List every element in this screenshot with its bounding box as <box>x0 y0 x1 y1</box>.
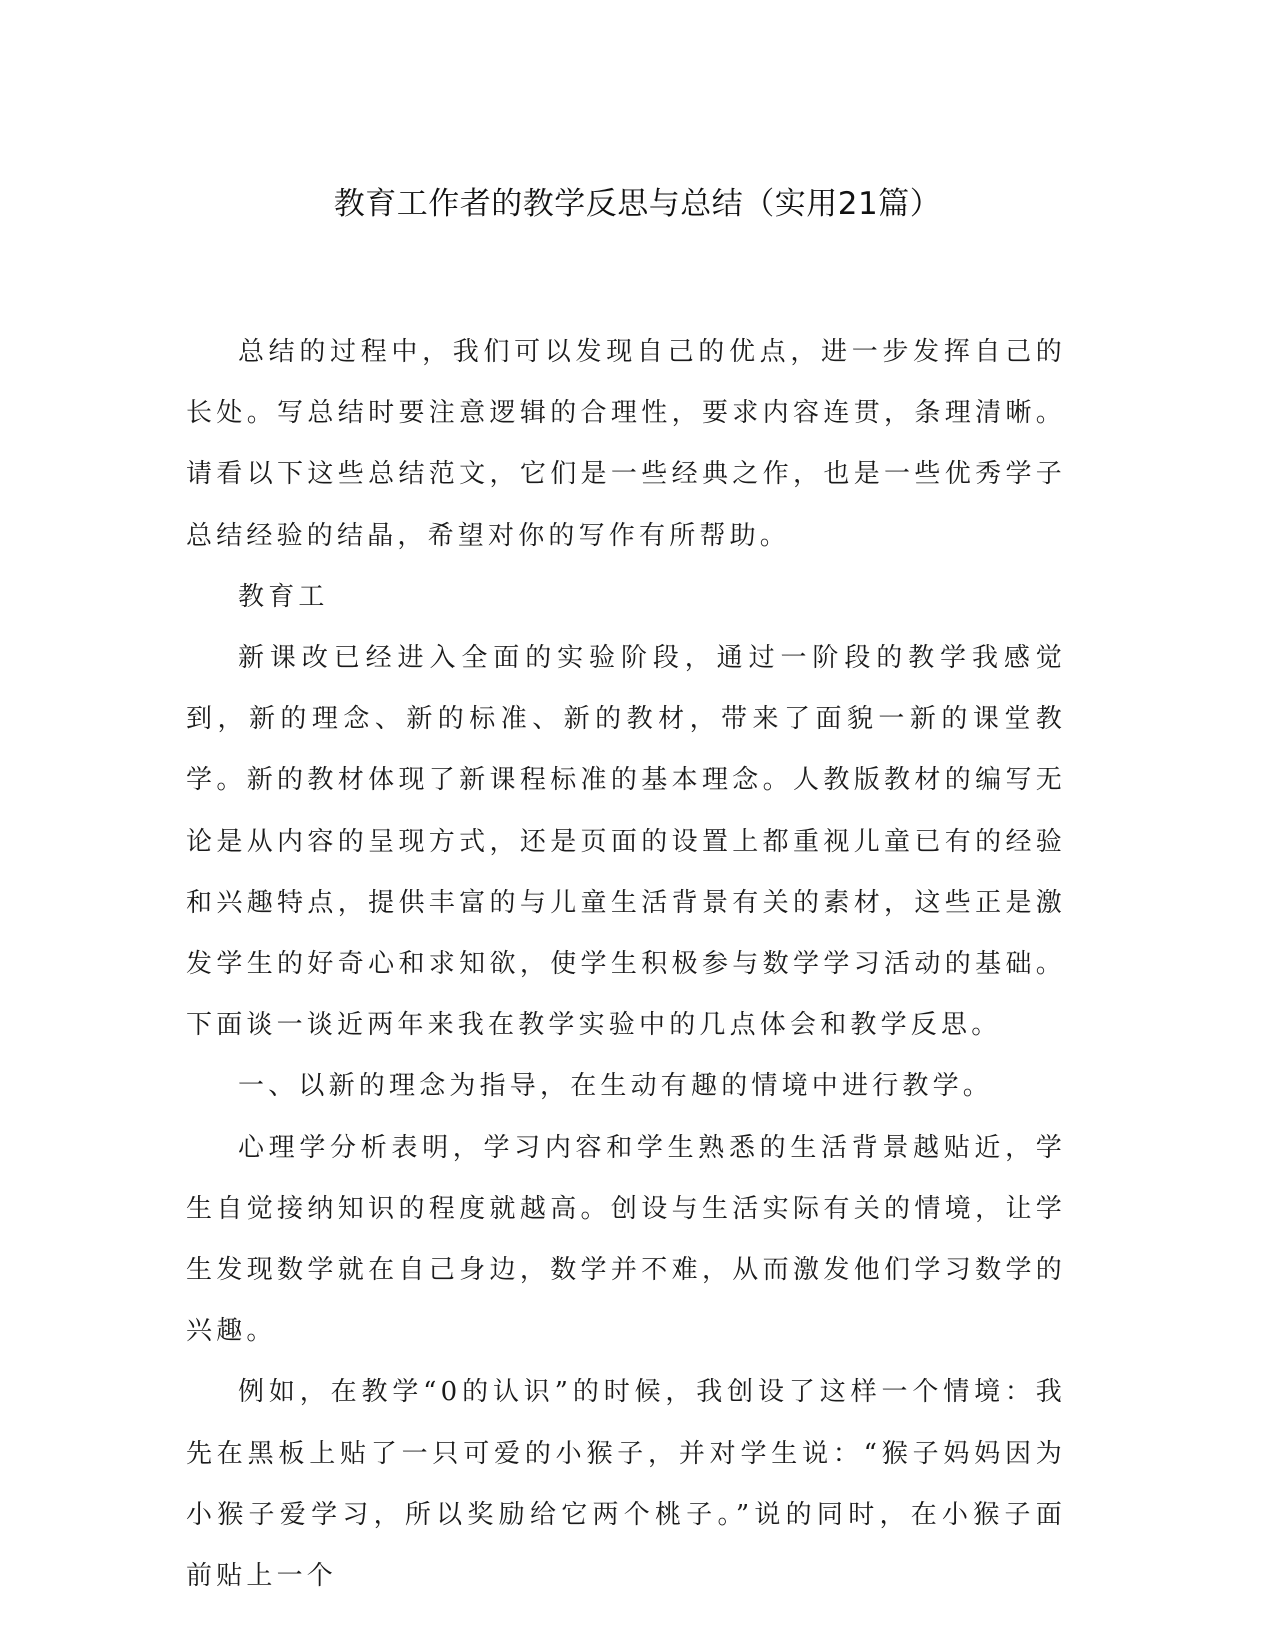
document-title: 教育工作者的教学反思与总结（实用21篇） <box>333 186 942 222</box>
section-label: 教育工 <box>238 581 329 612</box>
body-paragraph: 例如，在教学“0的认识”的时候，我创设了这样一个情境：我先在黑板上贴了一只可爱的小猴子，并对学生说：“猴子妈妈因为小猴子爱学习，所以奖励给它两个桃子。”说的同时，在小猴子面前贴上一个 <box>186 1377 1066 1592</box>
body-paragraph: 新课改已经进入全面的实验阶段，通过一阶段的教学我感觉到，新的理念、新的标准、新的教材，带来了面貌一新的课堂教学。新的教材体现了新课程标准的基本理念。人教版教材的编写无论是从内容的呈现方式，还是页面的设置上都重视儿童已有的经验和兴趣特点，提供丰富的与儿童生活背景有关的素材，这些正是激发学生的好奇心和求知欲，使学生积极参与数学学习活动的基础。下面谈一谈近两年来我在教学实验中的几点体会和教学反思。 <box>186 643 1066 1041</box>
document-body <box>186 322 1066 1607</box>
intro-paragraph: 总结的过程中，我们可以发现自己的优点，进一步发挥自己的长处。写总结时要注意逻辑的合理性，要求内容连贯，条理清晰。请看以下这些总结范文，它们是一些经典之作，也是一些优秀学子总结经验的结晶，希望对你的写作有所帮助。 <box>186 337 1066 551</box>
body-paragraph: 心理学分析表明，学习内容和学生熟悉的生活背景越贴近，学生自觉接纳知识的程度就越高。创设与生活实际有关的情境，让学生发现数学就在自己身边，数学并不难，从而激发他们学习数学的兴趣。 <box>186 1132 1066 1347</box>
section-heading: 一、以新的理念为指导，在生动有趣的情境中进行教学。 <box>238 1071 994 1102</box>
